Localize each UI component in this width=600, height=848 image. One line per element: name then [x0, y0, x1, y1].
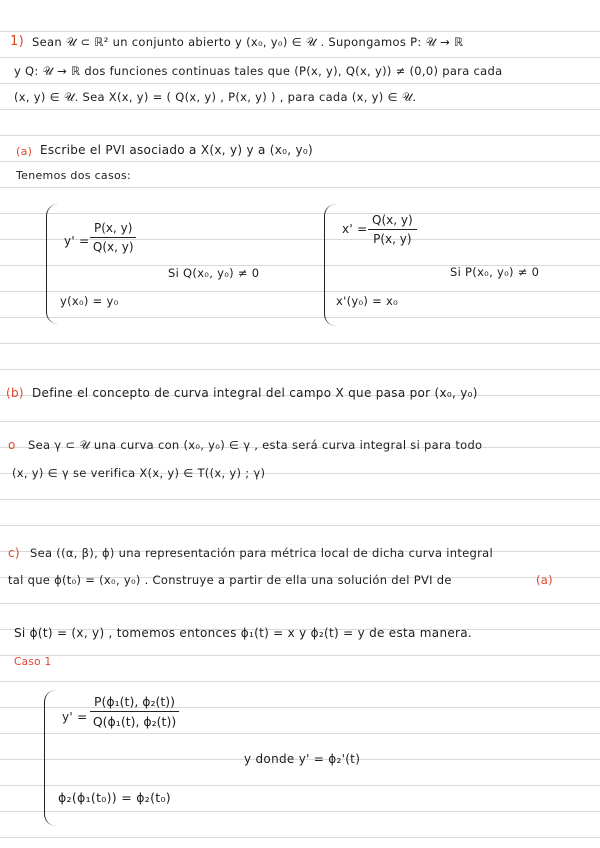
case-1-system-brace	[44, 690, 59, 826]
part-c-line-2: tal que ϕ(t₀) = (x₀, y₀) . Construye a partir de ella una solución del PVI de	[8, 573, 452, 587]
case-1-derivative-note: y donde y' = ϕ₂'(t)	[244, 752, 361, 766]
left-initial-condition: y(x₀) = y₀	[60, 294, 119, 308]
bullet-mark: o	[8, 438, 16, 452]
right-numerator: Q(x, y)	[368, 213, 417, 230]
left-fraction	[90, 221, 136, 254]
part-b-question: Define el concepto de curva integral del campo X que pasa por (x₀, y₀)	[32, 386, 478, 400]
part-c-label: c)	[8, 546, 20, 560]
statement-line-1: Sean 𝒰 ⊂ ℝ² un conjunto abierto y (x₀, y₀) ∈ 𝒰 . Supongamos P: 𝒰 → ℝ	[32, 35, 464, 49]
part-c-line-3: Si ϕ(t) = (x, y) , tomemos entonces ϕ₁(t) = x y ϕ₂(t) = y de esta manera.	[14, 626, 473, 640]
case-1-label: Caso 1	[14, 656, 52, 668]
part-b-answer-line-2: (x, y) ∈ γ se verifica X(x, y) ∈ T((x, y) ; γ)	[12, 466, 266, 480]
cases-intro: Tenemos dos casos:	[16, 169, 132, 182]
left-system-brace	[46, 204, 61, 324]
part-b-answer-line-1: Sea γ ⊂ 𝒰 una curva con (x₀, y₀) ∈ γ , esta será curva integral si para todo	[28, 438, 483, 452]
problem-number: 1)	[10, 34, 24, 49]
case-1-fraction	[90, 694, 179, 729]
part-c-line-1: Sea ((α, β), ϕ) una representación para métrica local de dicha curva integral	[30, 546, 493, 560]
part-a-question: Escribe el PVI asociado a X(x, y) y a (x₀, y₀)	[40, 143, 313, 157]
part-a-label: (a)	[16, 145, 33, 158]
left-lhs: y' =	[64, 234, 90, 248]
right-denominator: P(x, y)	[373, 232, 412, 246]
right-lhs: x' =	[342, 222, 368, 236]
left-condition: Si Q(x₀, y₀) ≠ 0	[168, 266, 260, 280]
right-fraction	[368, 213, 417, 246]
case-1-denominator: Q(ϕ₁(t), ϕ₂(t))	[92, 714, 177, 729]
part-a-reference: (a)	[536, 573, 553, 587]
left-denominator: Q(x, y)	[92, 240, 134, 254]
part-b-label: (b)	[6, 386, 24, 400]
case-1-numerator: P(ϕ₁(t), ϕ₂(t))	[90, 694, 179, 712]
case-1-initial-condition: ϕ₂(ϕ₁(t₀)) = ϕ₂(t₀)	[58, 790, 171, 805]
statement-line-2: y Q: 𝒰 → ℝ dos funciones continuas tales que (P(x, y), Q(x, y)) ≠ (0,0) para cada	[14, 64, 503, 78]
left-numerator: P(x, y)	[90, 221, 136, 238]
right-condition: Si P(x₀, y₀) ≠ 0	[450, 265, 540, 279]
case-1-lhs: y' =	[62, 710, 88, 724]
right-initial-condition: x'(y₀) = x₀	[336, 294, 399, 308]
statement-line-3: (x, y) ∈ 𝒰. Sea X(x, y) = ( Q(x, y) , P(x, y) ) , para cada (x, y) ∈ 𝒰.	[14, 90, 417, 104]
